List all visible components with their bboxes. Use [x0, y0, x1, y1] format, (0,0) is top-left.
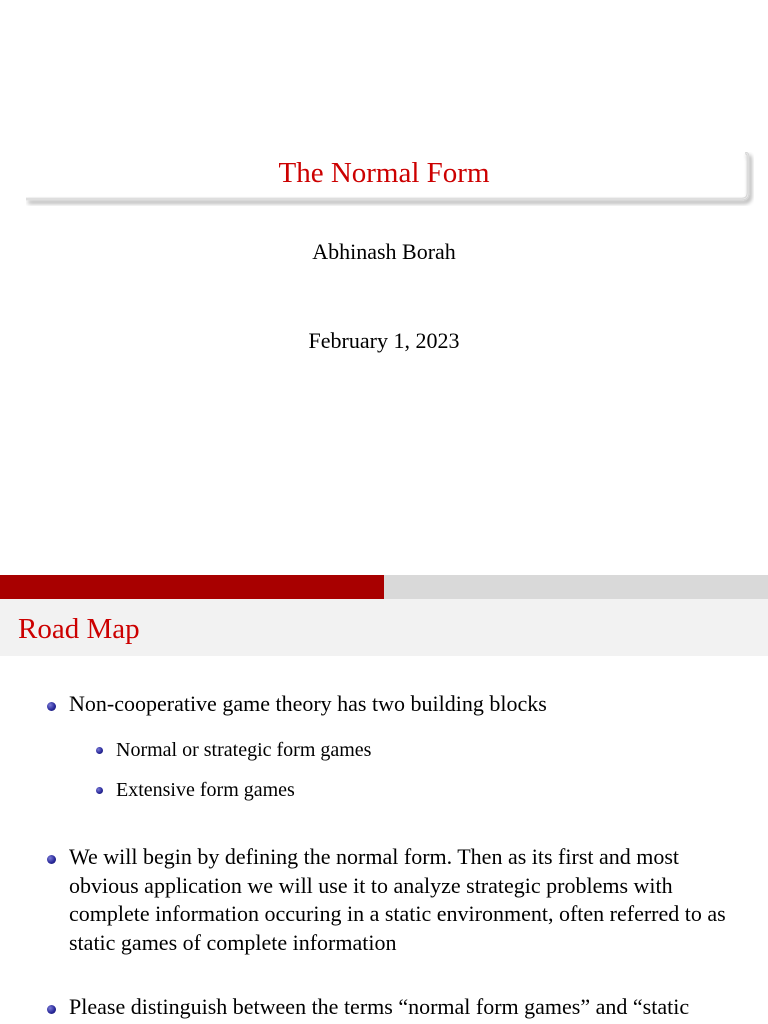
- frame-title: Road Map: [18, 613, 140, 645]
- bullet-item: We will begin by defining the normal form. Then as its first and most obvious application we will use it to analyze strategic problems with complete information occuring in a static environment, often referred to as static games of complete information: [69, 844, 726, 955]
- frame-title-bar: [0, 599, 768, 656]
- bullet-item: Please distinguish between the terms “normal form games” and “static: [69, 994, 690, 1019]
- bullet-dot-icon: [47, 702, 56, 711]
- bullet-dot-icon: [47, 1005, 56, 1014]
- slide-title: The Normal Form: [278, 157, 490, 189]
- progress-bar-fill: [0, 575, 384, 599]
- sub-bullet-dot-icon: [96, 747, 103, 754]
- sub-bullet-item: Extensive form games: [116, 779, 295, 801]
- sub-bullet-item: Normal or strategic form games: [116, 739, 372, 761]
- author-name: Abhinash Borah: [312, 239, 456, 264]
- sub-bullet-dot-icon: [96, 787, 103, 794]
- bullet-item: Non-cooperative game theory has two building blocks: [69, 691, 547, 716]
- presentation-date: February 1, 2023: [308, 328, 460, 353]
- progress-bar-track: [0, 575, 768, 599]
- bullet-dot-icon: [47, 855, 56, 864]
- content-slide: [0, 575, 768, 1024]
